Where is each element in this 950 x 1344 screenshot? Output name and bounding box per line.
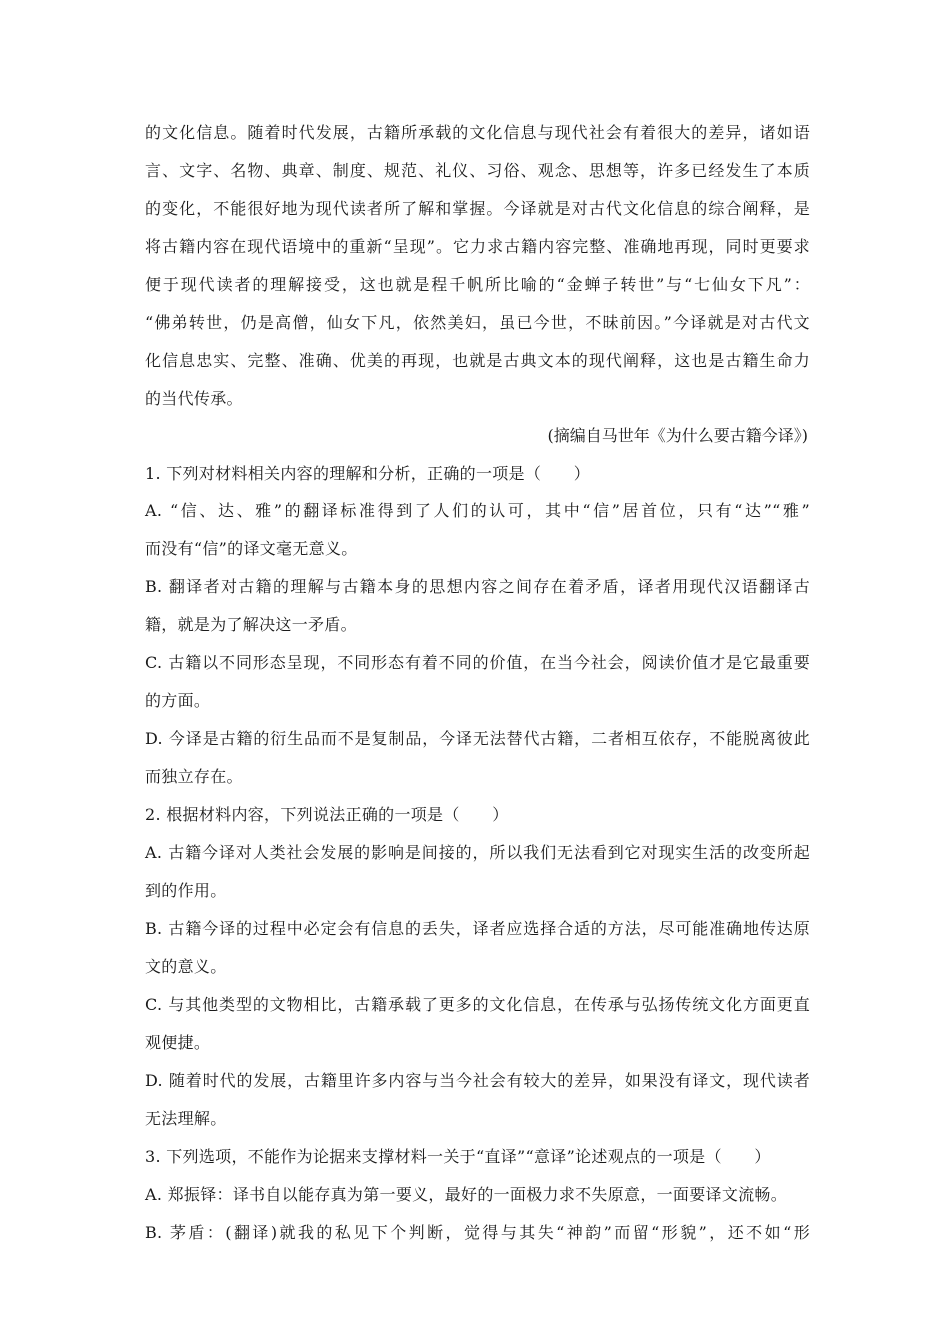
passage-line: 的当代传承。: [145, 389, 243, 408]
source-citation: (摘编自马世年《为什么要古籍今译》): [547, 426, 808, 445]
option-b-cont: 籍，就是为了解决这一矛盾。: [145, 615, 357, 634]
option-b: B. 茅盾：(翻译)就我的私见下个判断，觉得与其失“神韵”而留“形貌”，还不如“形: [145, 1223, 810, 1242]
option-a: A. 古籍今译对人类社会发展的影响是间接的，所以我们无法看到它对现实生活的改变所起: [145, 843, 810, 862]
question-stem: 1. 下列对材料相关内容的理解和分析，正确的一项是（ ）: [145, 464, 591, 483]
option-c: C. 与其他类型的文物相比，古籍承载了更多的文化信息，在传承与弘扬传统文化方面更直: [145, 995, 810, 1014]
option-d: D. 今译是古籍的衍生品而不是复制品，今译无法替代古籍，二者相互依存，不能脱离彼此: [145, 729, 810, 748]
passage-line: 的文化信息。随着时代发展，古籍所承载的文化信息与现代社会有着很大的差异，诸如语: [145, 123, 810, 142]
option-b: B. 古籍今译的过程中必定会有信息的丢失，译者应选择合适的方法，尽可能准确地传达原: [145, 919, 810, 938]
passage-line: 言、文字、名物、典章、制度、规范、礼仪、习俗、观念、思想等，许多已经发生了本质: [145, 161, 810, 180]
option-c-cont: 观便捷。: [145, 1033, 211, 1052]
question-stem: 3. 下列选项，不能作为论据来支撑材料一关于“直译”“意译”论述观点的一项是（ ）: [145, 1147, 771, 1166]
passage-line: “佛弟转世，仍是高僧，仙女下凡，依然美妇，虽已今世，不昧前因。”今译就是对古代文: [145, 313, 810, 332]
option-a-cont: 而没有“信”的译文毫无意义。: [145, 539, 358, 558]
passage-line: 便于现代读者的理解接受，这也就是程千帆所比喻的“金蝉子转世”与“七仙女下凡”：: [145, 275, 810, 294]
option-b: B. 翻译者对古籍的理解与古籍本身的思想内容之间存在着矛盾，译者用现代汉语翻译古: [145, 577, 810, 596]
option-a: A. “信、达、雅”的翻译标准得到了人们的认可，其中“信”居首位，只有“达”“雅”: [145, 501, 810, 520]
option-d-cont: 而独立存在。: [145, 767, 243, 786]
question-stem: 2. 根据材料内容，下列说法正确的一项是（ ）: [145, 805, 509, 824]
option-c: C. 古籍以不同形态呈现，不同形态有着不同的价值，在当今社会，阅读价值才是它最重要: [145, 653, 810, 672]
passage-line: 的变化，不能很好地为现代读者所了解和掌握。今译就是对古代文化信息的综合阐释，是: [145, 199, 810, 218]
passage-line: 化信息忠实、完整、准确、优美的再现，也就是古典文本的现代阐释，这也是古籍生命力: [145, 351, 810, 370]
option-d: D. 随着时代的发展，古籍里许多内容与当今社会有较大的差异，如果没有译文，现代读者: [145, 1071, 810, 1090]
option-b-cont: 文的意义。: [145, 957, 227, 976]
passage-line: 将古籍内容在现代语境中的重新“呈现”。它力求古籍内容完整、准确地再现，同时更要求: [145, 237, 810, 256]
option-d-cont: 无法理解。: [145, 1109, 227, 1128]
option-c-cont: 的方面。: [145, 691, 211, 710]
option-a: A. 郑振铎：译书自以能存真为第一要义，最好的一面极力求不失原意，一面要译文流畅。: [145, 1185, 788, 1204]
option-a-cont: 到的作用。: [145, 881, 227, 900]
